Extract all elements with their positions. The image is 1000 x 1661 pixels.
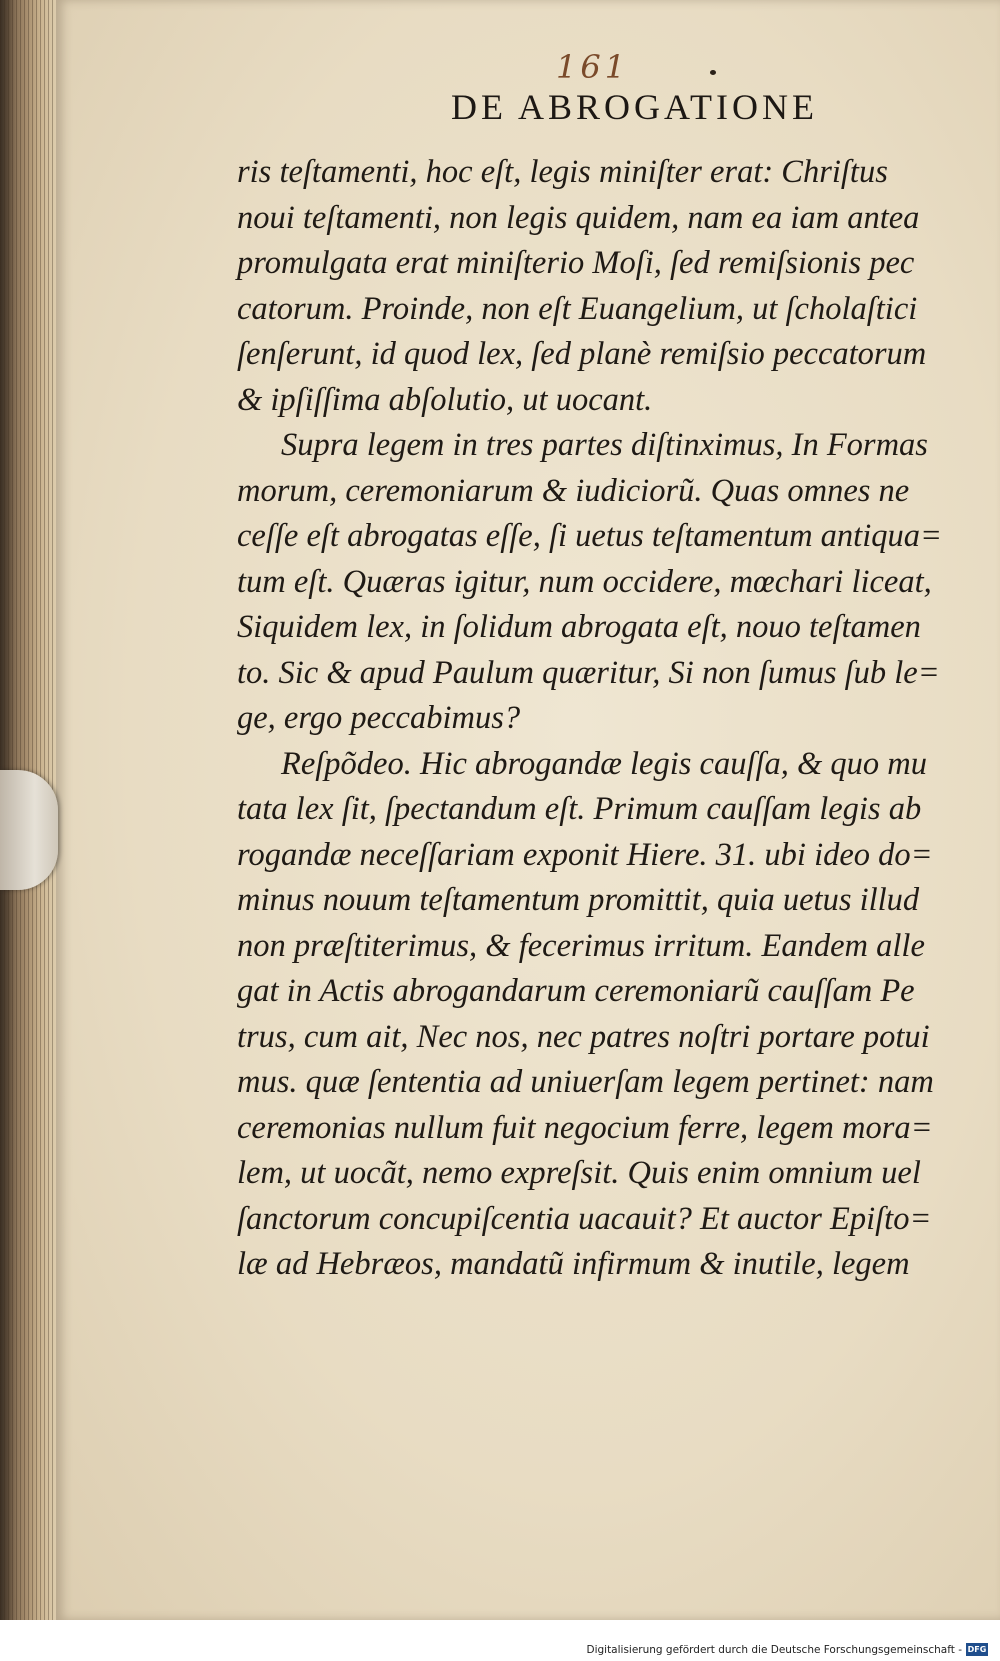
paragraph-start-line: Reſpõdeo. Hic abrogandæ legis cauſſa, & quo mu [281, 745, 928, 782]
folio-number: 161 [556, 48, 630, 86]
text-line: ceſſe eſt abrogatas eſſe, ſi uetus teſtamentum antiqua= [237, 518, 942, 554]
text-line: ſanctorum concupiſcentia uacauit? Et auctor Epiſto= [237, 1200, 932, 1237]
text-line: læ ad Hebræos, mandatũ infirmum & inutile, legem [237, 1246, 910, 1282]
text-line: ſenſerunt, id quod lex, ſed planè remiſsio peccatorum [237, 336, 927, 372]
text-block [237, 150, 942, 1288]
text-line: mus. quæ ſententia ad uniuerſam legem pertinet: nam [237, 1064, 934, 1100]
text-line: lem, ut uocãt, nemo expreſsit. Quis enim omnium uel [237, 1155, 921, 1191]
page-clip [0, 770, 58, 890]
text-line: to. Sic & apud Paulum quæritur, Si non ſumus ſub le= [237, 654, 940, 691]
text-line: morum, ceremoniarum & iudiciorũ. Quas omnes ne [237, 472, 910, 509]
text-line: & ipſiſſima abſolutio, ut uocant. [237, 381, 653, 418]
text-line: rogandæ neceſſariam exponit Hiere. 31. ubi ideo do= [237, 836, 933, 873]
text-line: noui teſtamenti, non legis quidem, nam ea iam antea [237, 199, 920, 236]
text-line: promulgata erat miniſterio Moſi, ſed remiſsionis pec [237, 245, 915, 281]
text-line: tum eſt. Quæras igitur, num occidere, mœchari liceat, [237, 563, 932, 600]
text-line: catorum. Proinde, non eſt Euangelium, ut ſcholaſtici [237, 290, 918, 327]
text-line: ceremonias nullum fuit negocium ferre, legem mora= [237, 1109, 933, 1146]
text-line: tata lex ſit, ſpectandum eſt. Primum cauſſam legis ab [237, 791, 922, 827]
text-line: trus, cum ait, Nec nos, nec patres noſtri portare potui [237, 1018, 930, 1055]
text-line: ris teſtamenti, hoc eſt, legis miniſter erat: Chriſtus [237, 154, 888, 190]
text-line: Siquidem lex, in ſolidum abrogata eſt, nouo teſtamen [237, 609, 921, 645]
text-line: non præſtiterimus, & fecerimus irritum. Eandem alle [237, 927, 925, 964]
paragraph-start-line: Supra legem in tres partes diſtinximus, In Formas [281, 427, 928, 463]
text-line: ge, ergo peccabimus? [237, 700, 521, 736]
text-line: minus nouum teſtamentum promittit, quia uetus illud [237, 882, 920, 918]
dfg-logo-icon: DFG [967, 1645, 987, 1654]
running-head: DE ABROGATIONE [451, 87, 818, 127]
text-line: gat in Actis abrogandarum ceremoniarũ cauſſam Pe [237, 973, 915, 1009]
ink-speck [710, 70, 716, 75]
digitization-credit: Digitalisierung gefördert durch die Deutsche Forschungsgemeinschaft - [586, 1644, 962, 1656]
